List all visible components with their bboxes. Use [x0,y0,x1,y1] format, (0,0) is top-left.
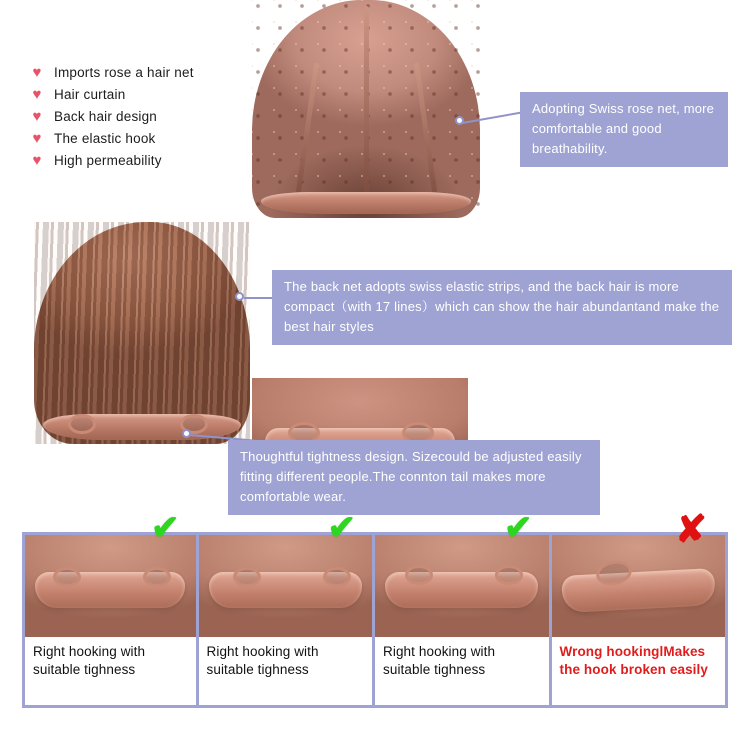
comparison-caption: Right hooking with suitable tighness [33,644,146,678]
comparison-caption: Right hooking with suitable tighness [383,644,496,678]
comparison-caption: Wrong hookinglMakes the hook broken easily [559,644,708,678]
heart-icon: ♥ [32,64,42,81]
hair-weft-lines [34,222,250,444]
photo-hooking-example [375,509,549,637]
check-mark-icon: ✔ [151,509,180,547]
hook-loop-icon [233,567,261,587]
feature-label: Imports rose a hair net [54,65,194,80]
feature-label: Back hair design [54,109,158,124]
list-item [28,150,258,171]
callout-back-net: The back net adopts swiss elastic strips, and the back hair is more compact（with 17 lines）which can show the hair abundantand make the best hair styles [272,270,732,345]
list-item [28,62,258,83]
hook-loop-icon [405,565,433,585]
comparison-cell [375,509,552,708]
comparison-strip [22,509,728,708]
comparison-cell [552,509,729,708]
photo-wig-cap-top [252,0,480,218]
list-item [28,84,258,105]
cap-bottom-band [261,192,471,214]
comparison-cell [22,509,199,708]
callout-swiss-net: Adopting Swiss rose net, more comfortable and good breathability. [520,92,728,167]
heart-icon: ♥ [32,130,42,147]
feature-label: High permeability [54,153,162,168]
check-mark-icon: ✔ [327,509,356,547]
feature-label: Hair curtain [54,87,126,102]
comparison-caption: Right hooking with suitable tighness [206,644,319,678]
photo-wrong-hooking-example [552,509,726,637]
callout-tightness: Thoughtful tightness design. Sizecould be adjusted easily fitting different people.The connton tail makes more comfortable wear. [228,440,600,515]
adjustable-strap [561,568,715,613]
hook-loop-icon [143,567,171,587]
list-item [28,128,258,149]
photo-hooking-example [25,509,196,637]
feature-label: The elastic hook [54,131,156,146]
photo-hooking-example [199,509,373,637]
heart-icon: ♥ [32,108,42,125]
cap-center-seam [364,6,369,206]
comparison-strip-bottom-border [22,705,728,708]
cross-mark-icon: ✘ [675,509,707,551]
hook-loop-icon [323,567,351,587]
photo-wig-cap-side [34,222,250,444]
list-item [28,106,258,127]
callout-connector-line [244,297,274,299]
feature-list [28,62,258,172]
hook-loop-icon [495,565,523,585]
heart-icon: ♥ [32,86,42,103]
heart-icon: ♥ [32,152,42,169]
check-mark-icon: ✔ [504,509,533,547]
hook-loop-icon [68,414,96,434]
hook-loop-icon [53,567,81,587]
callout-anchor-dot [235,292,244,301]
callout-anchor-dot [455,116,464,125]
comparison-cell [199,509,376,708]
